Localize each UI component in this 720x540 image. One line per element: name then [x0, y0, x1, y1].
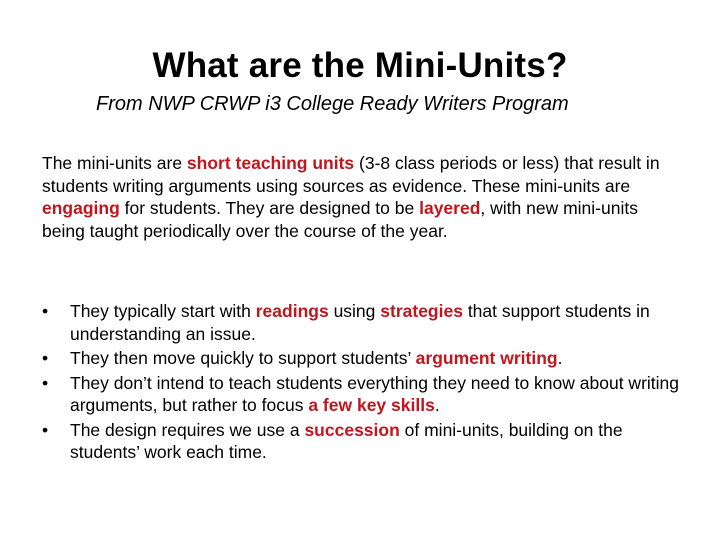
text-run: of mini-units, building on the students’ work each time. — [70, 419, 623, 462]
text-run: . — [557, 348, 563, 368]
text-run: They don’t intend to teach students everything they need to know about writing arguments, but rather to focus — [70, 372, 679, 415]
bullet-item — [42, 372, 682, 417]
bullet-dot-icon: • — [42, 419, 49, 440]
slide-subtitle: From NWP CRWP i3 College Ready Writers Program — [96, 93, 569, 115]
slide-title — [0, 44, 720, 88]
bullet-list — [42, 300, 682, 466]
bullet-dot-icon: • — [42, 348, 49, 368]
text-run: for students. They are designed to be — [119, 198, 420, 218]
text-run: that support students in understanding an issue. — [70, 301, 650, 344]
bullet-dot-icon: • — [42, 372, 49, 393]
highlighted-phrase: short teaching units — [186, 153, 355, 173]
highlighted-phrase: succession — [304, 419, 400, 440]
highlighted-phrase: strategies — [380, 301, 463, 321]
highlighted-phrase: engaging — [42, 198, 120, 218]
text-run: . — [434, 395, 440, 415]
text-run: (3-8 class periods or less) that result in students writing arguments using sources as evidence. These mini-units are — [42, 153, 660, 196]
text-run: using — [328, 301, 381, 321]
highlighted-phrase: readings — [255, 301, 329, 321]
slide-title-text: What are the Mini-Units? — [152, 46, 568, 85]
bullet-dot-icon: • — [42, 301, 49, 321]
intro-paragraph — [42, 152, 682, 242]
bullet-item — [42, 300, 682, 345]
text-run: The mini-units are — [42, 153, 187, 173]
text-run: , with new mini-units being taught periodically over the course of the year. — [42, 198, 638, 241]
highlighted-phrase: a few key skills — [308, 395, 435, 415]
text-run: The design requires we use a — [70, 419, 305, 440]
text-run: They then move quickly to support students’ — [70, 348, 416, 368]
text-run: They typically start with — [70, 301, 256, 321]
highlighted-phrase: argument writing — [415, 348, 558, 368]
bullet-item — [42, 347, 682, 370]
bullet-item — [42, 419, 682, 464]
highlighted-phrase: layered — [419, 198, 481, 218]
